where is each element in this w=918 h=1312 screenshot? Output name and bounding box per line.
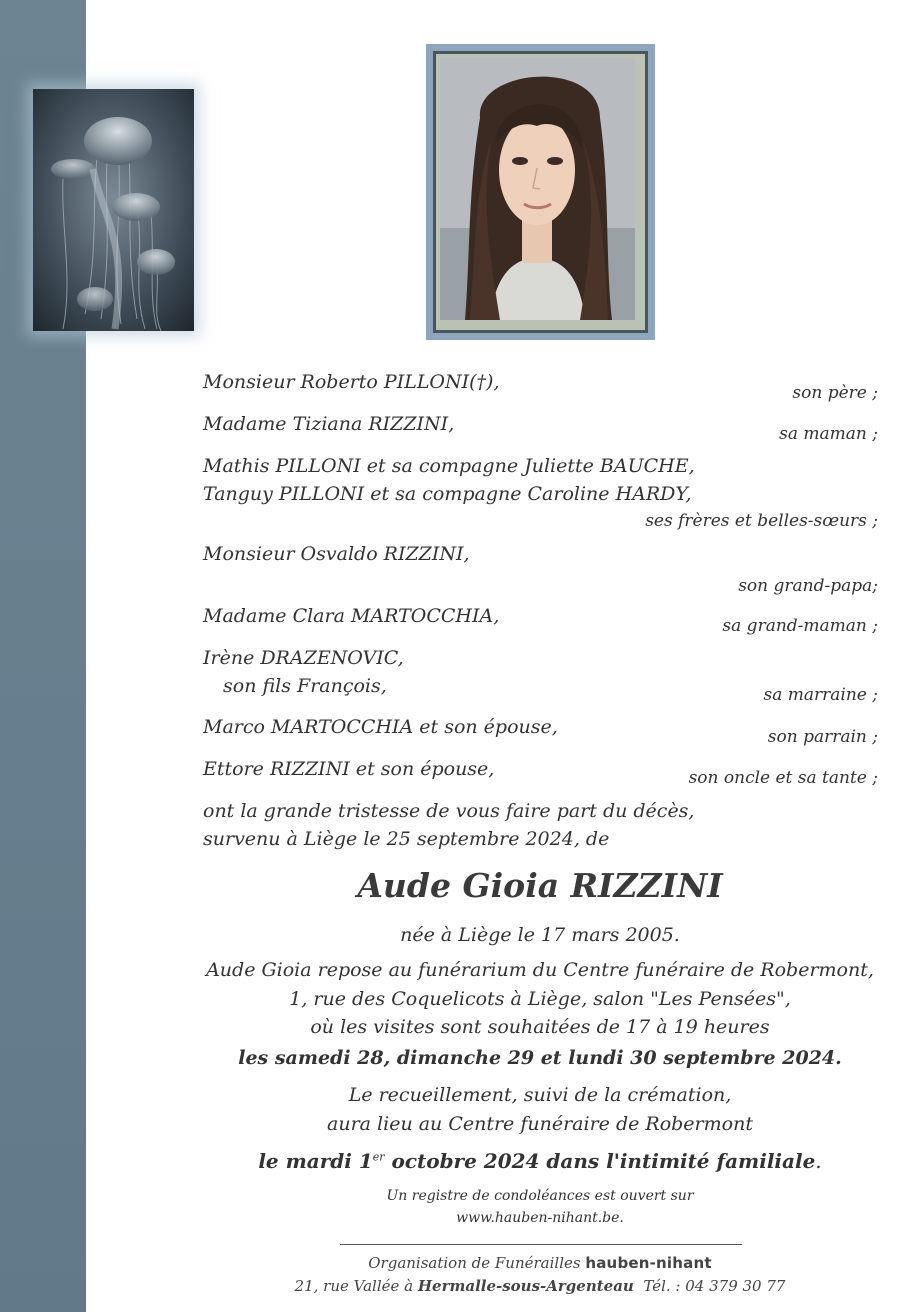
family-relation-8: son oncle et sa tante ;: [688, 768, 878, 788]
family-relation-5: sa grand-maman ;: [722, 616, 878, 636]
announcement-line-1: ont la grande tristesse de vous faire part du décès,: [203, 800, 695, 822]
footer-phone: Tél. : 04 379 30 77: [633, 1277, 786, 1295]
ceremony-line-1: Le recueillement, suivi de la crémation,: [348, 1084, 732, 1106]
footer-divider: [340, 1244, 742, 1245]
jellyfish-image: [33, 89, 194, 331]
portrait-photo: [440, 58, 641, 326]
ceremony-date-pre: le mardi 1: [258, 1149, 373, 1173]
family-relation-4: son grand-papa;: [738, 576, 878, 596]
family-name-1: Monsieur Roberto PILLONI(†),: [203, 371, 500, 393]
family-name-3b: Tanguy PILLONI et sa compagne Caroline HARDY,: [203, 483, 692, 505]
visitation-line-2: 1, rue des Coquelicots à Liège, salon "Les Pensées",: [289, 988, 791, 1010]
family-name-7: Marco MARTOCCHIA et son épouse,: [203, 716, 558, 738]
family-name-6b: son fils François,: [223, 675, 387, 697]
family-name-3a: Mathis PILLONI et sa compagne Juliette BAUCHE,: [203, 455, 695, 477]
family-name-2: Madame Tiziana RIZZINI,: [203, 413, 455, 435]
deceased-birth: née à Liège le 17 mars 2005.: [400, 924, 680, 946]
ceremony-date-sup: er: [372, 1150, 385, 1164]
footer-brand-logo: hauben-nihant: [585, 1254, 712, 1272]
family-relation-3: ses frères et belles-sœurs ;: [645, 511, 878, 531]
footer-address: [200, 1277, 880, 1295]
footer-addr-pre: 21, rue Vallée à: [294, 1277, 418, 1295]
portrait-frame: [426, 44, 655, 340]
visitation-dates: les samedi 28, dimanche 29 et lundi 30 septembre 2024.: [238, 1047, 842, 1069]
family-name-6a: Irène DRAZENOVIC,: [203, 647, 404, 669]
ceremony-date-end: .: [815, 1149, 822, 1173]
family-name-5: Madame Clara MARTOCCHIA,: [203, 605, 500, 627]
family-name-8: Ettore RIZZINI et son épouse,: [203, 758, 495, 780]
family-relation-7: son parrain ;: [767, 727, 878, 747]
condolences-link[interactable]: www.hauben-nihant.be.: [456, 1210, 624, 1226]
footer-town: Hermalle-sous-Argenteau: [417, 1277, 634, 1295]
portrait-mat: [436, 54, 645, 330]
footer-organisation: [200, 1254, 880, 1272]
announcement-line-2: survenu à Liège le 25 septembre 2024, de: [203, 828, 610, 850]
visitation-line-3: où les visites sont souhaitées de 17 à 19 heures: [310, 1016, 770, 1038]
family-relation-6: sa marraine ;: [763, 685, 878, 705]
family-relation-1: son père ;: [792, 383, 878, 403]
condolences-line-1: Un registre de condoléances est ouvert sur: [386, 1188, 694, 1204]
portrait-border: [433, 51, 648, 333]
ceremony-line-2: aura lieu au Centre funéraire de Robermont: [327, 1113, 753, 1135]
ceremony-date: [200, 1149, 880, 1173]
family-relation-2: sa maman ;: [779, 424, 878, 444]
footer-org-prefix: Organisation de Funérailles: [368, 1254, 586, 1272]
visitation-line-1: Aude Gioia repose au funérarium du Centre funéraire de Robermont,: [206, 959, 874, 981]
deceased-name: Aude Gioia RIZZINI: [357, 866, 723, 905]
family-name-4: Monsieur Osvaldo RIZZINI,: [203, 543, 470, 565]
ceremony-date-post: octobre 2024 dans l'intimité familiale: [384, 1149, 816, 1173]
